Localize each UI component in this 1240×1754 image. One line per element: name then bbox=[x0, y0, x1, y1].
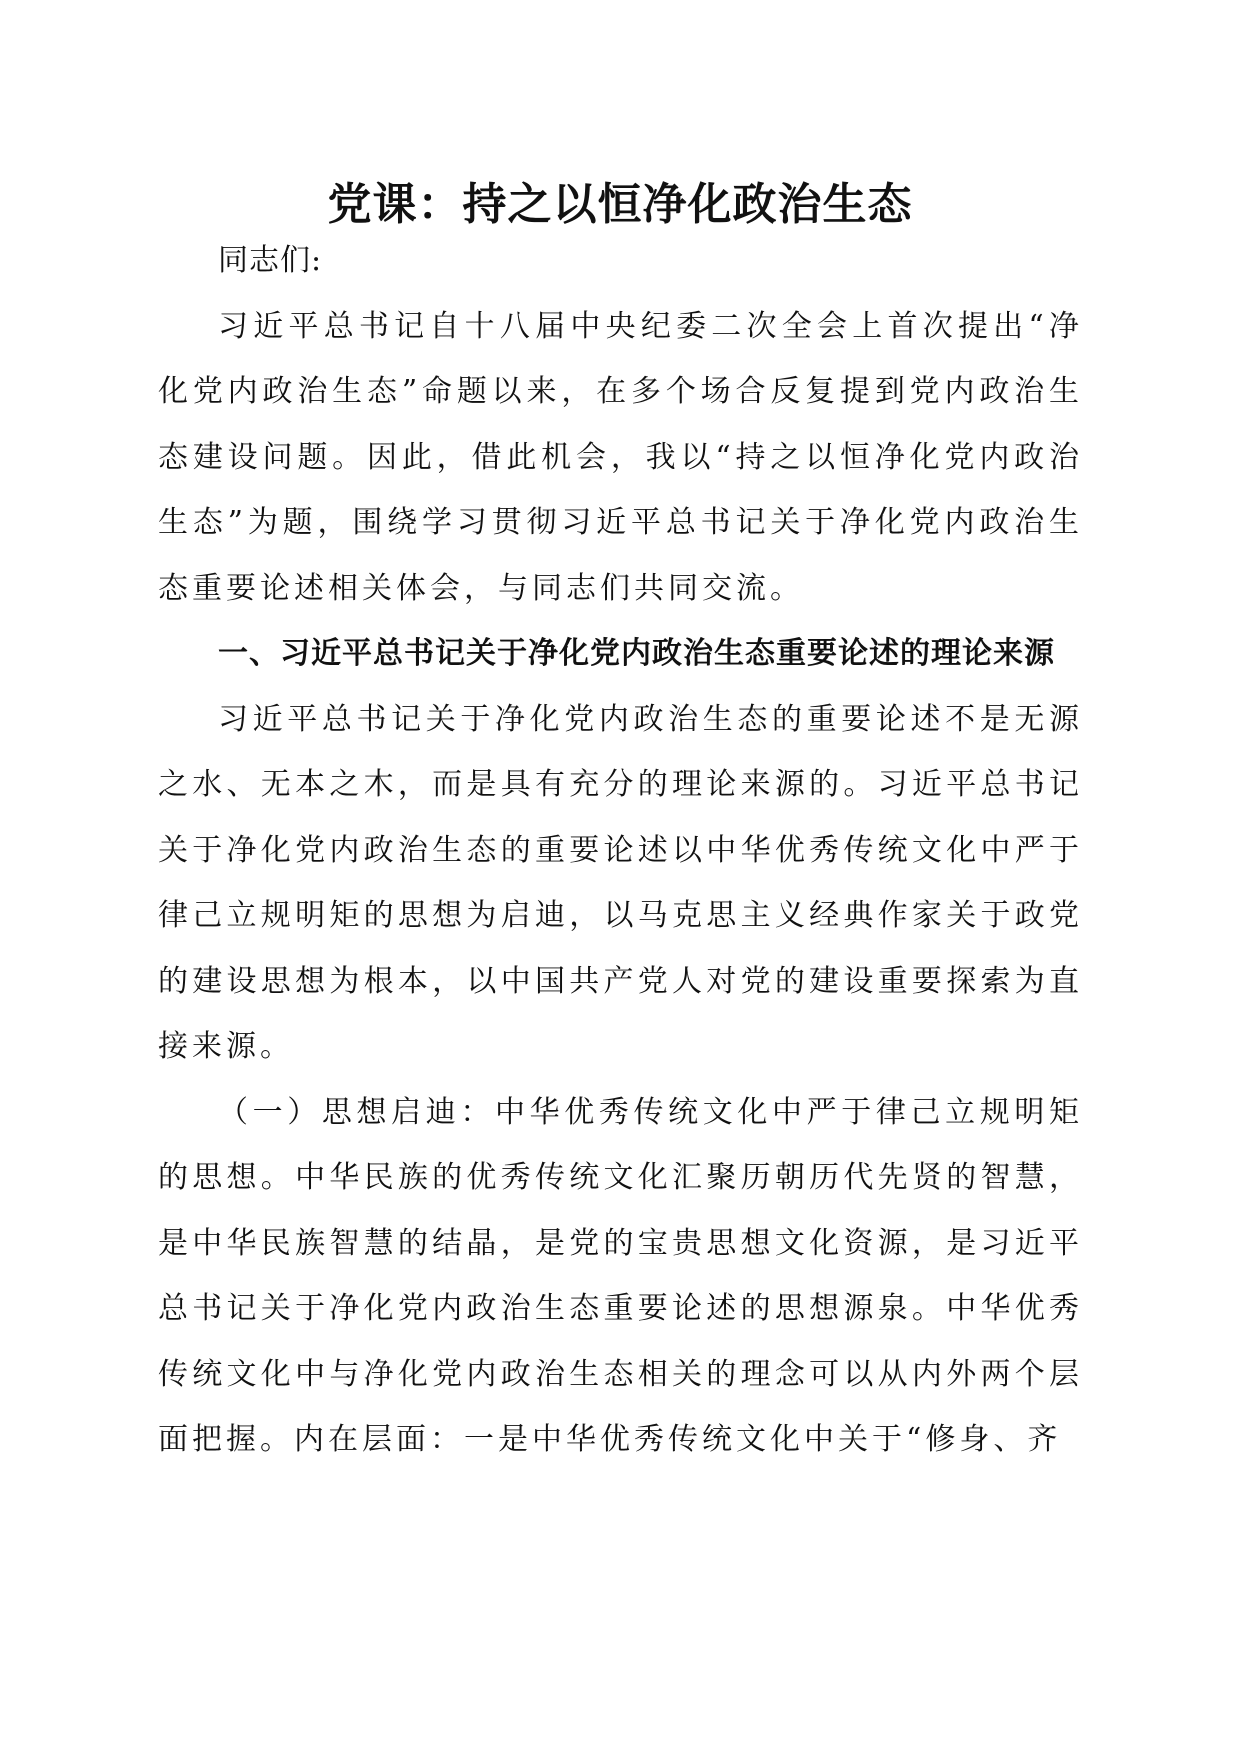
section-heading-1: 一、习近平总书记关于净化党内政治生态重要论述的理论来源 bbox=[218, 636, 1055, 671]
greeting: 同志们: bbox=[218, 243, 323, 278]
document-title: 党课：持之以恒净化政治生态 bbox=[327, 179, 913, 230]
section-1-paragraph: 习近平总书记关于净化党内政治生态的重要论述不是无源之水、无本之木，而是具有充分的理论来源的。习近平总书记关于净化党内政治生态的重要论述以中华优秀传统文化中严于律己立规明矩的思想为启迪，以马克思主义经典作家关于政党的建设思想为根本，以中国共产党人对党的建设重要探索为直接来源。 bbox=[158, 701, 1083, 1064]
subsection-1-paragraph: （一）思想启迪：中华优秀传统文化中严于律己立规明矩的思想。中华民族的优秀传统文化汇聚历朝历代先贤的智慧，是中华民族智慧的结晶，是党的宝贵思想文化资源，是习近平总书记关于净化党内政治生态重要论述的思想源泉。中华优秀传统文化中与净化党内政治生态相关的理念可以从内外两个层面把握。内在层面：一是中华优秀传统文化中关于“修身、齐 bbox=[158, 1094, 1083, 1457]
intro-paragraph: 习近平总书记自十八届中央纪委二次全会上首次提出“净化党内政治生态”命题以来，在多个场合反复提到党内政治生态建设问题。因此，借此机会，我以“持之以恒净化党内政治生态”为题，围绕学习贯彻习近平总书记关于净化党内政治生态重要论述相关体会，与同志们共同交流。 bbox=[158, 308, 1083, 606]
document-body bbox=[158, 228, 1083, 1473]
